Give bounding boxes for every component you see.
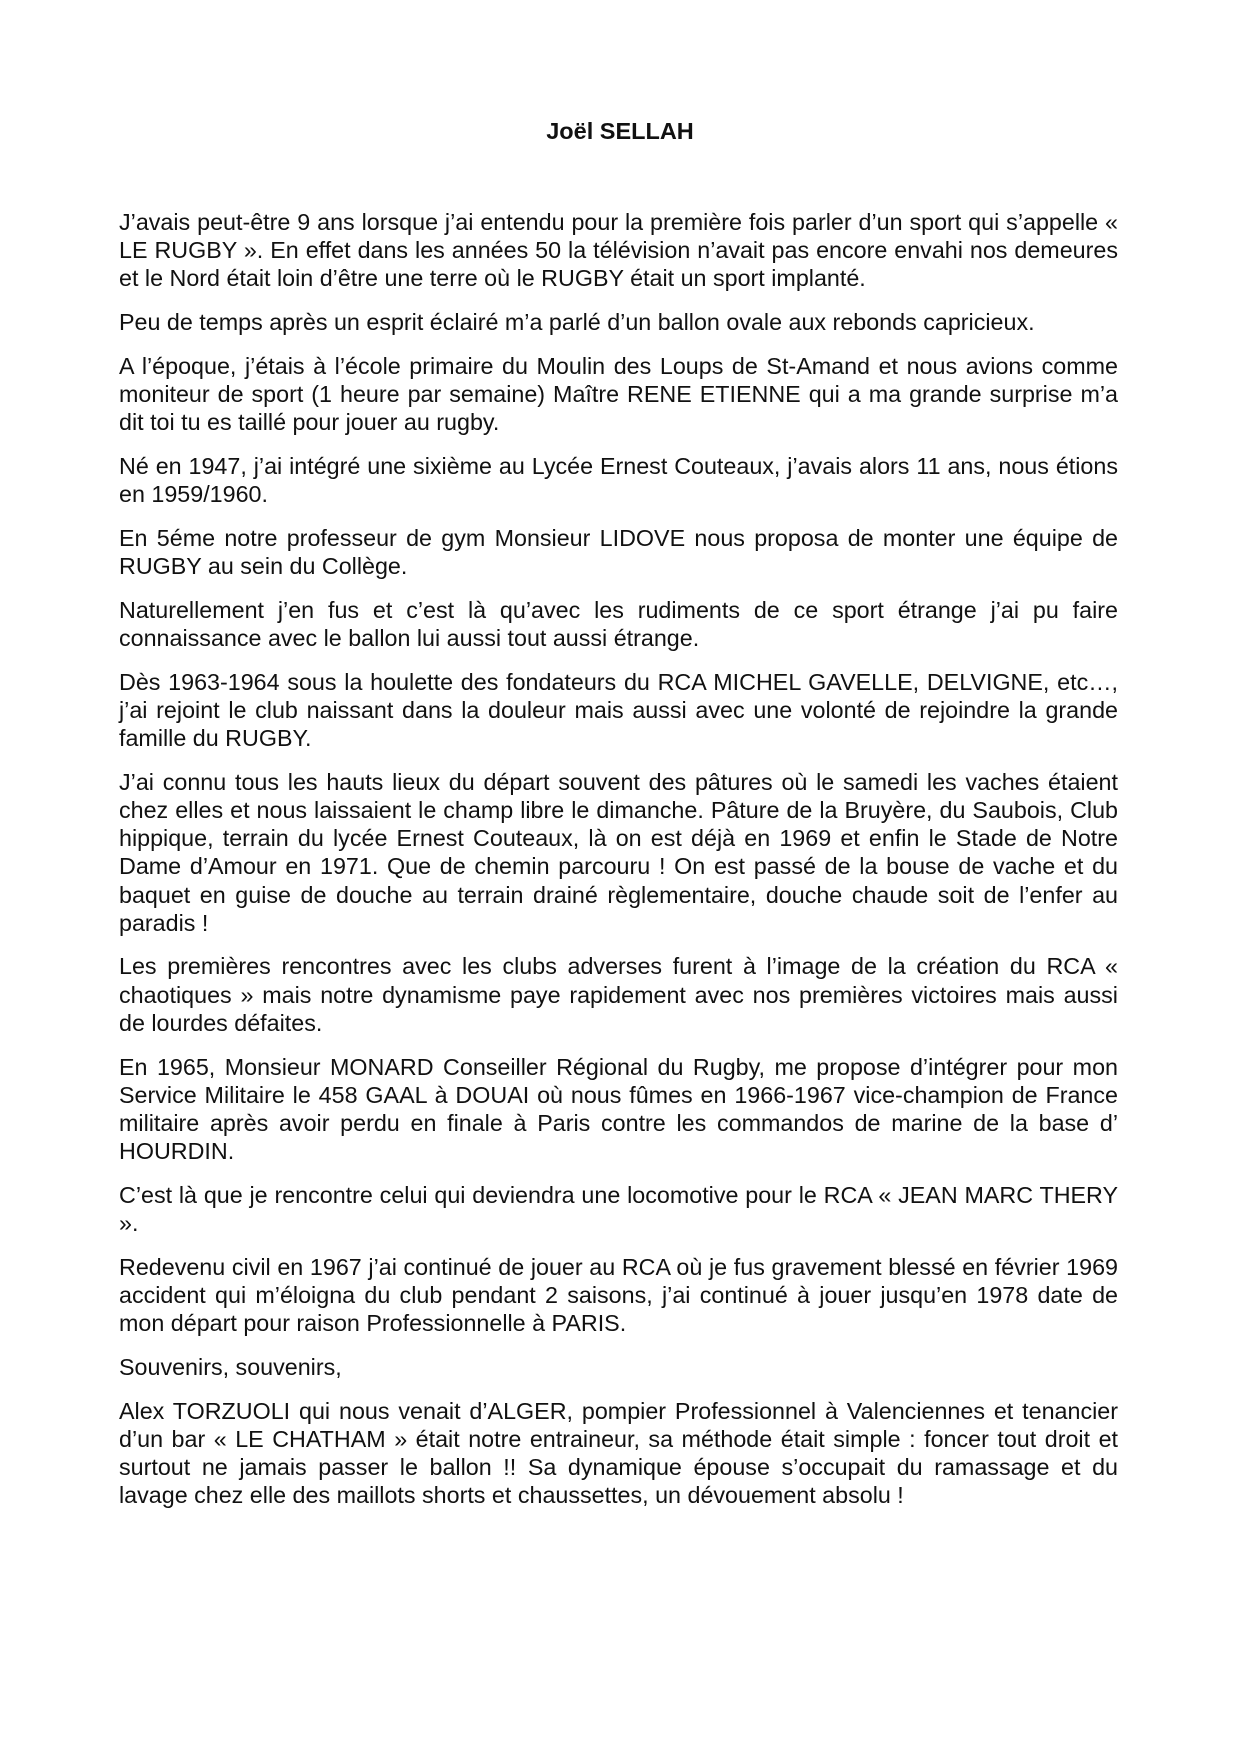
paragraph: Peu de temps après un esprit éclairé m’a parlé d’un ballon ovale aux rebonds capricieux.	[119, 309, 1035, 336]
paragraph: J’ai connu tous les hauts lieux du départ souvent des pâtures où le samedi les vaches étaient chez elles et nous laissaient le champ libre le dimanche. Pâture de la Bruyère, du Saubois, Club hippique, terrain du lycée Ernest Couteaux, là on est déjà en 1969 et enfin le Stade de Notre Dame d’Amour en 1971. Que de chemin parcouru ! On est passé de la bouse de vache et du baquet en guise de douche au terrain drainé règlementaire, douche chaude soit de l’enfer au paradis !	[119, 768, 1118, 936]
paragraph: A l’époque, j’étais à l’école primaire du Moulin des Loups de St-Amand et nous avions comme moniteur de sport (1 heure par semaine) Maître RENE ETIENNE qui a ma grande surprise m’a dit toi tu es taillé pour jouer au rugby.	[119, 352, 1118, 436]
paragraph: J’avais peut-être 9 ans lorsque j’ai entendu pour la première fois parler d’un sport qui s’appelle « LE RUGBY ». En effet dans les années 50 la télévision n’avait pas encore envahi nos demeures et le Nord était loin d’être une terre où le RUGBY était un sport implanté.	[119, 209, 1118, 292]
paragraph: Les premières rencontres avec les clubs adverses furent à l’image de la création du RCA « chaotiques » mais notre dynamisme paye rapidement avec nos premières victoires mais aussi de lourdes défaites.	[119, 953, 1118, 1036]
paragraph: Alex TORZUOLI qui nous venait d’ALGER, pompier Professionnel à Valenciennes et tenancier d’un bar « LE CHATHAM » était notre entraineur, sa méthode était simple : foncer tout droit et surtout ne jamais passer le ballon !! Sa dynamique épouse s’occupait du ramassage et du lavage chez elle des maillots shorts et chaussettes, un dévouement absolu !	[119, 1397, 1118, 1509]
paragraph: Né en 1947, j’ai intégré une sixième au Lycée Ernest Couteaux, j’avais alors 11 ans, nous étions en 1959/1960.	[119, 452, 1118, 508]
paragraph: Naturellement j’en fus et c’est là qu’avec les rudiments de ce sport étrange j’ai pu faire connaissance avec le ballon lui aussi tout aussi étrange.	[119, 596, 1118, 651]
paragraph: Redevenu civil en 1967 j’ai continué de jouer au RCA où je fus gravement blessé en février 1969 accident qui m’éloigna du club pendant 2 saisons, j’ai continué à jouer jusqu’en 1978 date de mon départ pour raison Professionnelle à PARIS.	[119, 1253, 1118, 1337]
document-body	[119, 208, 1118, 1525]
paragraph: C’est là que je rencontre celui qui deviendra une locomotive pour le RCA « JEAN MARC THERY ».	[119, 1181, 1118, 1237]
paragraph: En 1965, Monsieur MONARD Conseiller Régional du Rugby, me propose d’intégrer pour mon Service Militaire le 458 GAAL à DOUAI où nous fûmes en 1966-1967 vice-champion de France militaire après avoir perdu en finale à Paris contre les commandos de marine de la base d’ HOURDIN.	[119, 1053, 1118, 1165]
paragraph: En 5éme notre professeur de gym Monsieur LIDOVE nous proposa de monter une équipe de RUGBY au sein du Collège.	[119, 524, 1118, 580]
paragraph: Dès 1963-1964 sous la houlette des fondateurs du RCA MICHEL GAVELLE, DELVIGNE, etc…, j’ai rejoint le club naissant dans la douleur mais aussi avec une volonté de rejoindre la grande famille du RUGBY.	[119, 668, 1118, 752]
paragraph: Souvenirs, souvenirs,	[119, 1353, 342, 1380]
page-title: Joël SELLAH	[546, 118, 694, 144]
